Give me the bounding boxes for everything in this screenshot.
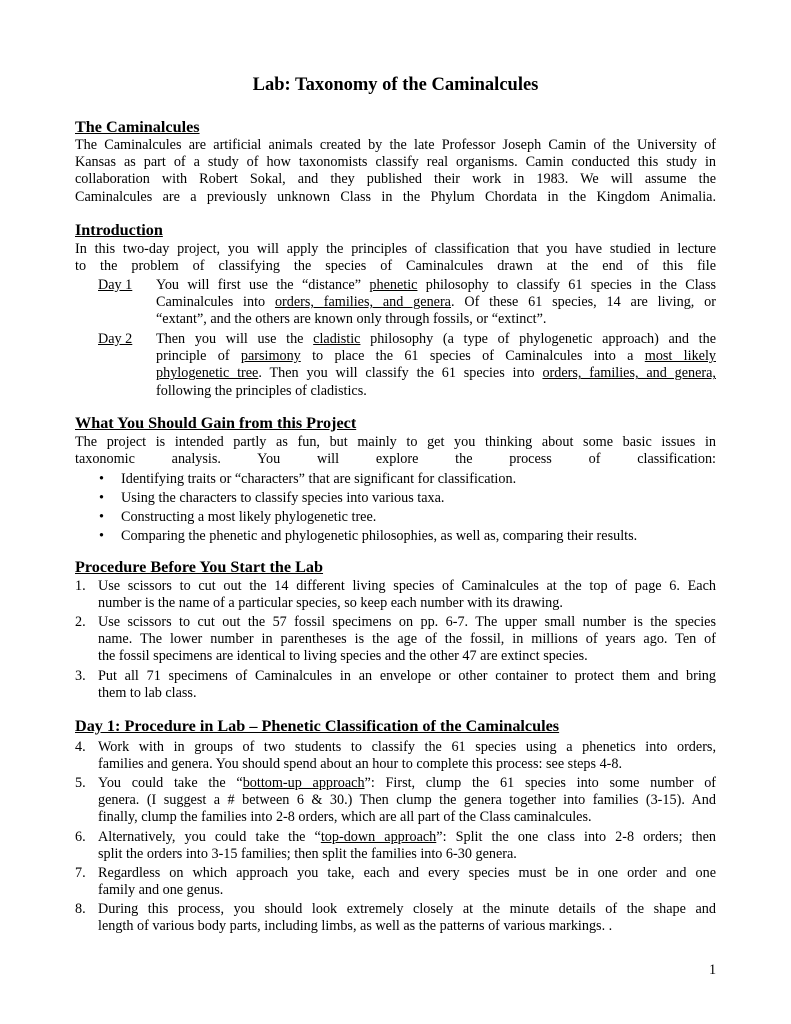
- paragraph-line: to the problem of classifying the species of Caminalcules drawn at the end of this file: [75, 258, 716, 275]
- gain-paragraph: [75, 434, 716, 468]
- paragraph-line: Regardless on which approach you take, each and every species must be in one order and one: [98, 865, 716, 881]
- paragraph-line: taxonomic analysis. You will explore the process of classification:: [75, 451, 716, 468]
- paragraph-line: the fossil specimens are identical to living species and the other 47 are extinct species.: [98, 648, 588, 665]
- paragraph-line: collaboration with Robert Sokal, and they published their work in 1983. We will assume the: [75, 171, 716, 188]
- bullet-text: Identifying traits or “characters” that are significant for classification.: [121, 471, 517, 487]
- paragraph-line: Use scissors to cut out the 14 different living species of Caminalcules at the top of page 6. Each: [98, 578, 716, 594]
- heading-what-you-should-gain: What You Should Gain from this Project: [75, 414, 357, 432]
- heading-procedure-before: Procedure Before You Start the Lab: [75, 558, 324, 576]
- bullet-symbol: •: [99, 471, 104, 487]
- paragraph-line: number is the name of a particular species, so keep each number with its drawing.: [98, 595, 563, 612]
- paragraph-line: Put all 71 specimens of Caminalcules in an envelope or other container to protect them and bring: [98, 668, 716, 684]
- item-number: 2.: [75, 614, 86, 630]
- heading-day1-procedure: Day 1: Procedure in Lab – Phenetic Classification of the Caminalcules: [75, 717, 560, 735]
- paragraph-line: In this two-day project, you will apply the principles of classification that you have studied in lecture: [75, 241, 716, 257]
- paragraph-line: length of various body parts, including limbs, as well as the patterns of various markings. .: [98, 918, 613, 935]
- paragraph-line: The project is intended partly as fun, but mainly to get you thinking about some basic issues in: [75, 434, 716, 450]
- paragraph-line: Caminalcules are a previously unknown Class in the Phylum Chordata in the Kingdom Animalia.: [75, 188, 716, 205]
- paragraph-line: families and genera. You should spend about an hour to complete this process: see steps 4-8.: [98, 756, 623, 773]
- paragraph-line: name. The lower number in parentheses is the age of the fossil, in millions of years ago. Ten of: [98, 631, 716, 648]
- paragraph-line: Work with in groups of two students to classify the 61 species using a phenetics into orders,: [98, 739, 716, 755]
- paragraph-line: them to lab class.: [98, 685, 197, 702]
- paragraph-line: During this process, you should look extremely closely at the minute details of the shape and: [98, 901, 716, 917]
- paragraph-line: “extant”, and the others are known only through fossils, or “extinct”.: [156, 311, 547, 328]
- paragraph-line: Use scissors to cut out the 57 fossil specimens on pp. 6-7. The upper small number is the species: [98, 614, 716, 630]
- day1-label: Day 1: [98, 277, 133, 293]
- introduction-paragraph: [75, 241, 716, 275]
- heading-introduction: Introduction: [75, 221, 163, 239]
- item-number: 6.: [75, 829, 86, 845]
- paragraph-line: Then you will use the cladistic philosophy (a type of phylogenetic approach) and the: [156, 331, 717, 347]
- item-number: 4.: [75, 739, 86, 755]
- caminalcules-paragraph: [75, 137, 716, 206]
- paragraph-line: You could take the “bottom-up approach”: First, clump the 61 species into some number of: [98, 775, 717, 791]
- paragraph-line: phylogenetic tree. Then you will classify the 61 species into orders, families, and genera,: [156, 365, 716, 382]
- day2-label: Day 2: [98, 331, 133, 347]
- paragraph-line: Kansas as part of a study of how taxonomists classify real organisms. Camin conducted this study in: [75, 154, 716, 171]
- paragraph-line: principle of parsimony to place the 61 species of Caminalcules into a most likely: [156, 348, 716, 365]
- bullet-text: Using the characters to classify species into various taxa.: [121, 490, 445, 506]
- bullet-symbol: •: [99, 490, 104, 506]
- item-number: 7.: [75, 865, 86, 881]
- page-number: 1: [709, 962, 717, 978]
- paragraph-line: Alternatively, you could take the “top-down approach”: Split the one class into 2-8 orders; then: [98, 829, 717, 845]
- paragraph-line: finally, clump the families into 2-8 orders, which are all part of the Class caminalcules.: [98, 809, 592, 826]
- paragraph-line: split the orders into 3-15 families; then split the families into 6-30 genera.: [98, 846, 517, 863]
- item-number: 5.: [75, 775, 86, 791]
- heading-caminalcules: The Caminalcules: [75, 118, 200, 136]
- item-number: 3.: [75, 668, 86, 684]
- paragraph-line: The Caminalcules are artificial animals created by the late Professor Joseph Camin of the University of: [75, 137, 716, 153]
- paragraph-line: family and one genus.: [98, 882, 224, 899]
- bullet-symbol: •: [99, 509, 104, 525]
- bullet-symbol: •: [99, 528, 104, 544]
- bullet-text: Comparing the phenetic and phylogenetic philosophies, as well as, comparing their results.: [121, 528, 638, 544]
- item-number: 8.: [75, 901, 86, 917]
- paragraph-line: following the principles of cladistics.: [156, 382, 367, 399]
- paragraph-line: You will first use the “distance” phenetic philosophy to classify 61 species in the Class: [156, 277, 716, 293]
- page-title: Lab: Taxonomy of the Caminalcules: [252, 75, 539, 95]
- paragraph-line: genera. (I suggest a # between 6 & 30.) Then clump the genera together into families (3-15). And: [98, 792, 716, 809]
- paragraph-line: Caminalcules into orders, families, and genera. Of these 61 species, 14 are living, or: [156, 294, 716, 311]
- bullet-text: Constructing a most likely phylogenetic tree.: [121, 509, 377, 525]
- item-number: 1.: [75, 578, 86, 594]
